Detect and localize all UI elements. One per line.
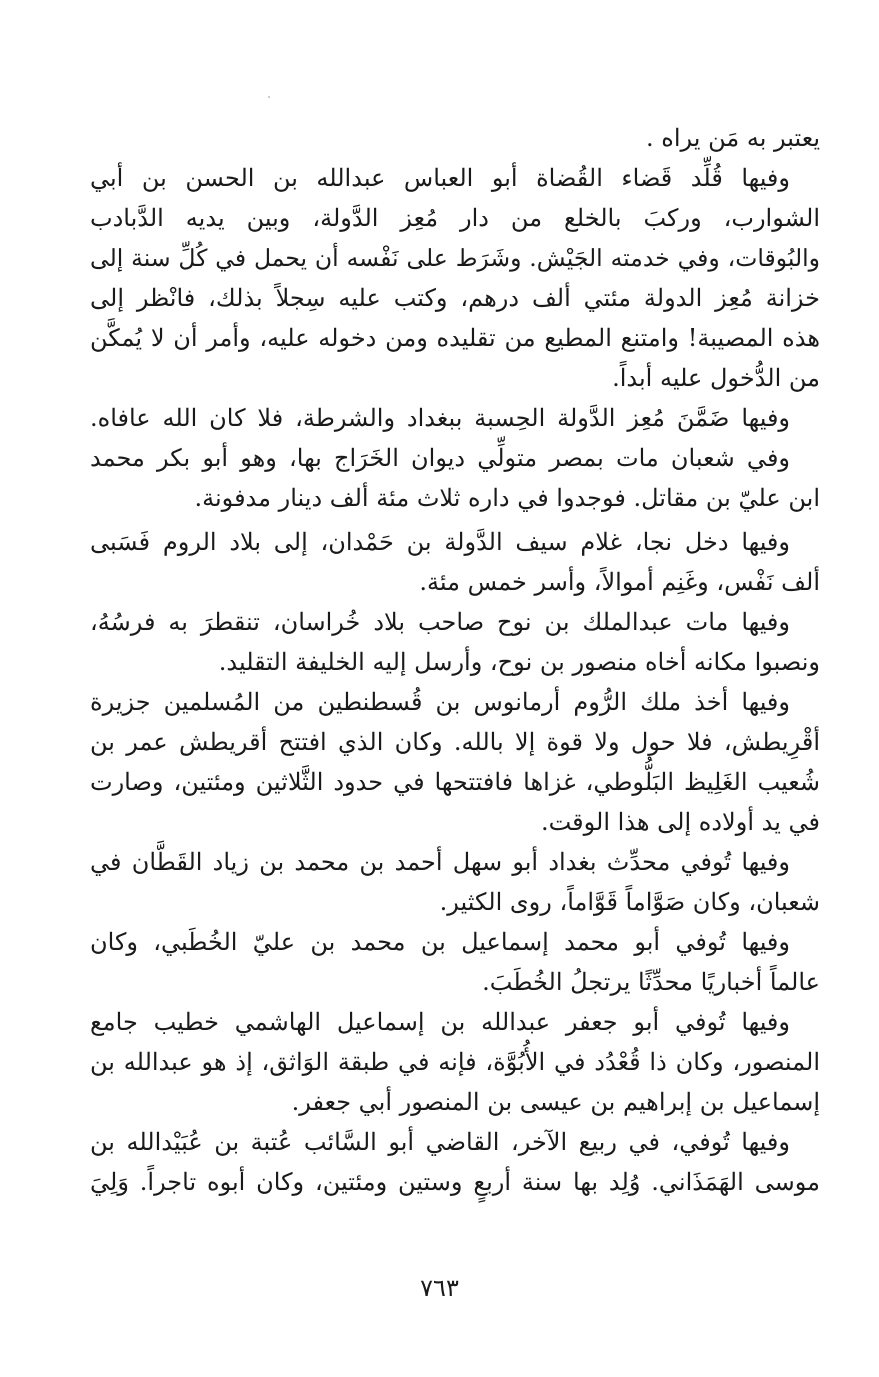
text-line: وفي شعبان مات بمصر متولِّي ديوان الخَرَاج بها، وهو أبو بكر محمد	[90, 444, 790, 472]
text-line: خزانة مُعِز الدولة مئتي ألف درهم، وكتب عليه سِجلاً بذلك، فانْظر إلى	[90, 284, 820, 312]
text-line: هذه المصيبة! وامتنع المطيع من تقليده ومن دخوله عليه، وأمر أن لا يُمكَّن	[90, 324, 820, 352]
text-line: وفيها تُوفي محدِّث بغداد أبو سهل أحمد بن محمد بن زياد القَطَّان في	[90, 848, 790, 876]
text-line: وفيها أخذ ملك الرُّوم أرمانوس بن قُسطنطين من المُسلمين جزيرة	[90, 688, 790, 716]
text-line: أقْرِيطش، فلا حول ولا قوة إلا بالله. وكان الذي افتتح أقريطش عمر بن	[90, 728, 820, 756]
text-line: إسماعيل بن إبراهيم بن عيسى بن المنصور أبي جعفر.	[291, 1088, 820, 1116]
text-line: موسى الهَمَذَاني. وُلِد بها سنة أربعٍ وستين ومئتين، وكان أبوه تاجراً. وَلِيَ	[90, 1168, 820, 1196]
text-line: والبُوقات، وفي خدمته الجَيْش. وشَرَط على نَفْسه أن يحمل في كُلِّ سنة إلى	[90, 244, 820, 272]
text-line: شعبان، وكان صَوَّاماً قَوَّاماً، روى الكثير.	[439, 888, 820, 916]
page-number: ٧٦٣	[420, 1274, 459, 1302]
text-line: الشوارب، وركبَ بالخلع من دار مُعِز الدَّولة، وبين يديه الدَّبادب	[90, 204, 820, 232]
text-line: من الدُّخول عليه أبداً.	[612, 364, 820, 392]
text-line: ألف نَفْس، وغَنِم أموالاً، وأسر خمس مئة.	[419, 568, 820, 596]
text-line: عالماً أخباريًا محدِّثًا يرتجلُ الخُطَبَ.	[482, 968, 820, 996]
text-line: ابن عليّ بن مقاتل. فوجدوا في داره ثلاث مئة ألف دينار مدفونة.	[194, 484, 820, 512]
text-line: المنصور، وكان ذا قُعْدُد في الأُبُوَّة، فإنه في طبقة الوَاثق، إذ هو عبدالله بن	[90, 1048, 821, 1076]
text-line: يعتبر به مَن يراه .	[646, 124, 820, 152]
text-line: وفيها دخل نجا، غلام سيف الدَّولة بن حَمْدان، إلى بلاد الروم فَسَبى	[90, 528, 790, 556]
text-line: وفيها تُوفي أبو محمد إسماعيل بن محمد بن عليّ الخُطَبي، وكان	[90, 928, 790, 956]
text-line: وفيها تُوفي أبو جعفر عبدالله بن إسماعيل الهاشمي خطيب جامع	[90, 1008, 790, 1036]
text-line: وفيها تُوفي، في ربيع الآخر، القاضي أبو السَّائب عُتبة بن عُبَيْدالله بن	[90, 1128, 790, 1156]
text-line: وفيها قُلِّد قَضاء القُضاة أبو العباس عبدالله بن الحسن بن أبي	[90, 164, 790, 192]
text-line: في يد أولاده إلى هذا الوقت.	[540, 808, 820, 836]
text-line: ونصبوا مكانه أخاه منصور بن نوح، وأرسل إليه الخليفة التقليد.	[218, 648, 820, 676]
paper-speck	[268, 96, 270, 98]
text-line: وفيها مات عبدالملك بن نوح صاحب بلاد خُراسان، تنقطرَ به فرسُهُ،	[90, 608, 790, 636]
text-line: وفيها ضَمَّنَ مُعِز الدَّولة الحِسبة ببغداد والشرطة، فلا كان الله عافاه.	[90, 404, 790, 432]
text-line: شُعيب الغَلِيظ البَلُّوطي، غزاها فافتتحها في حدود الثَّلاثين ومئتين، وصارت	[90, 768, 820, 796]
